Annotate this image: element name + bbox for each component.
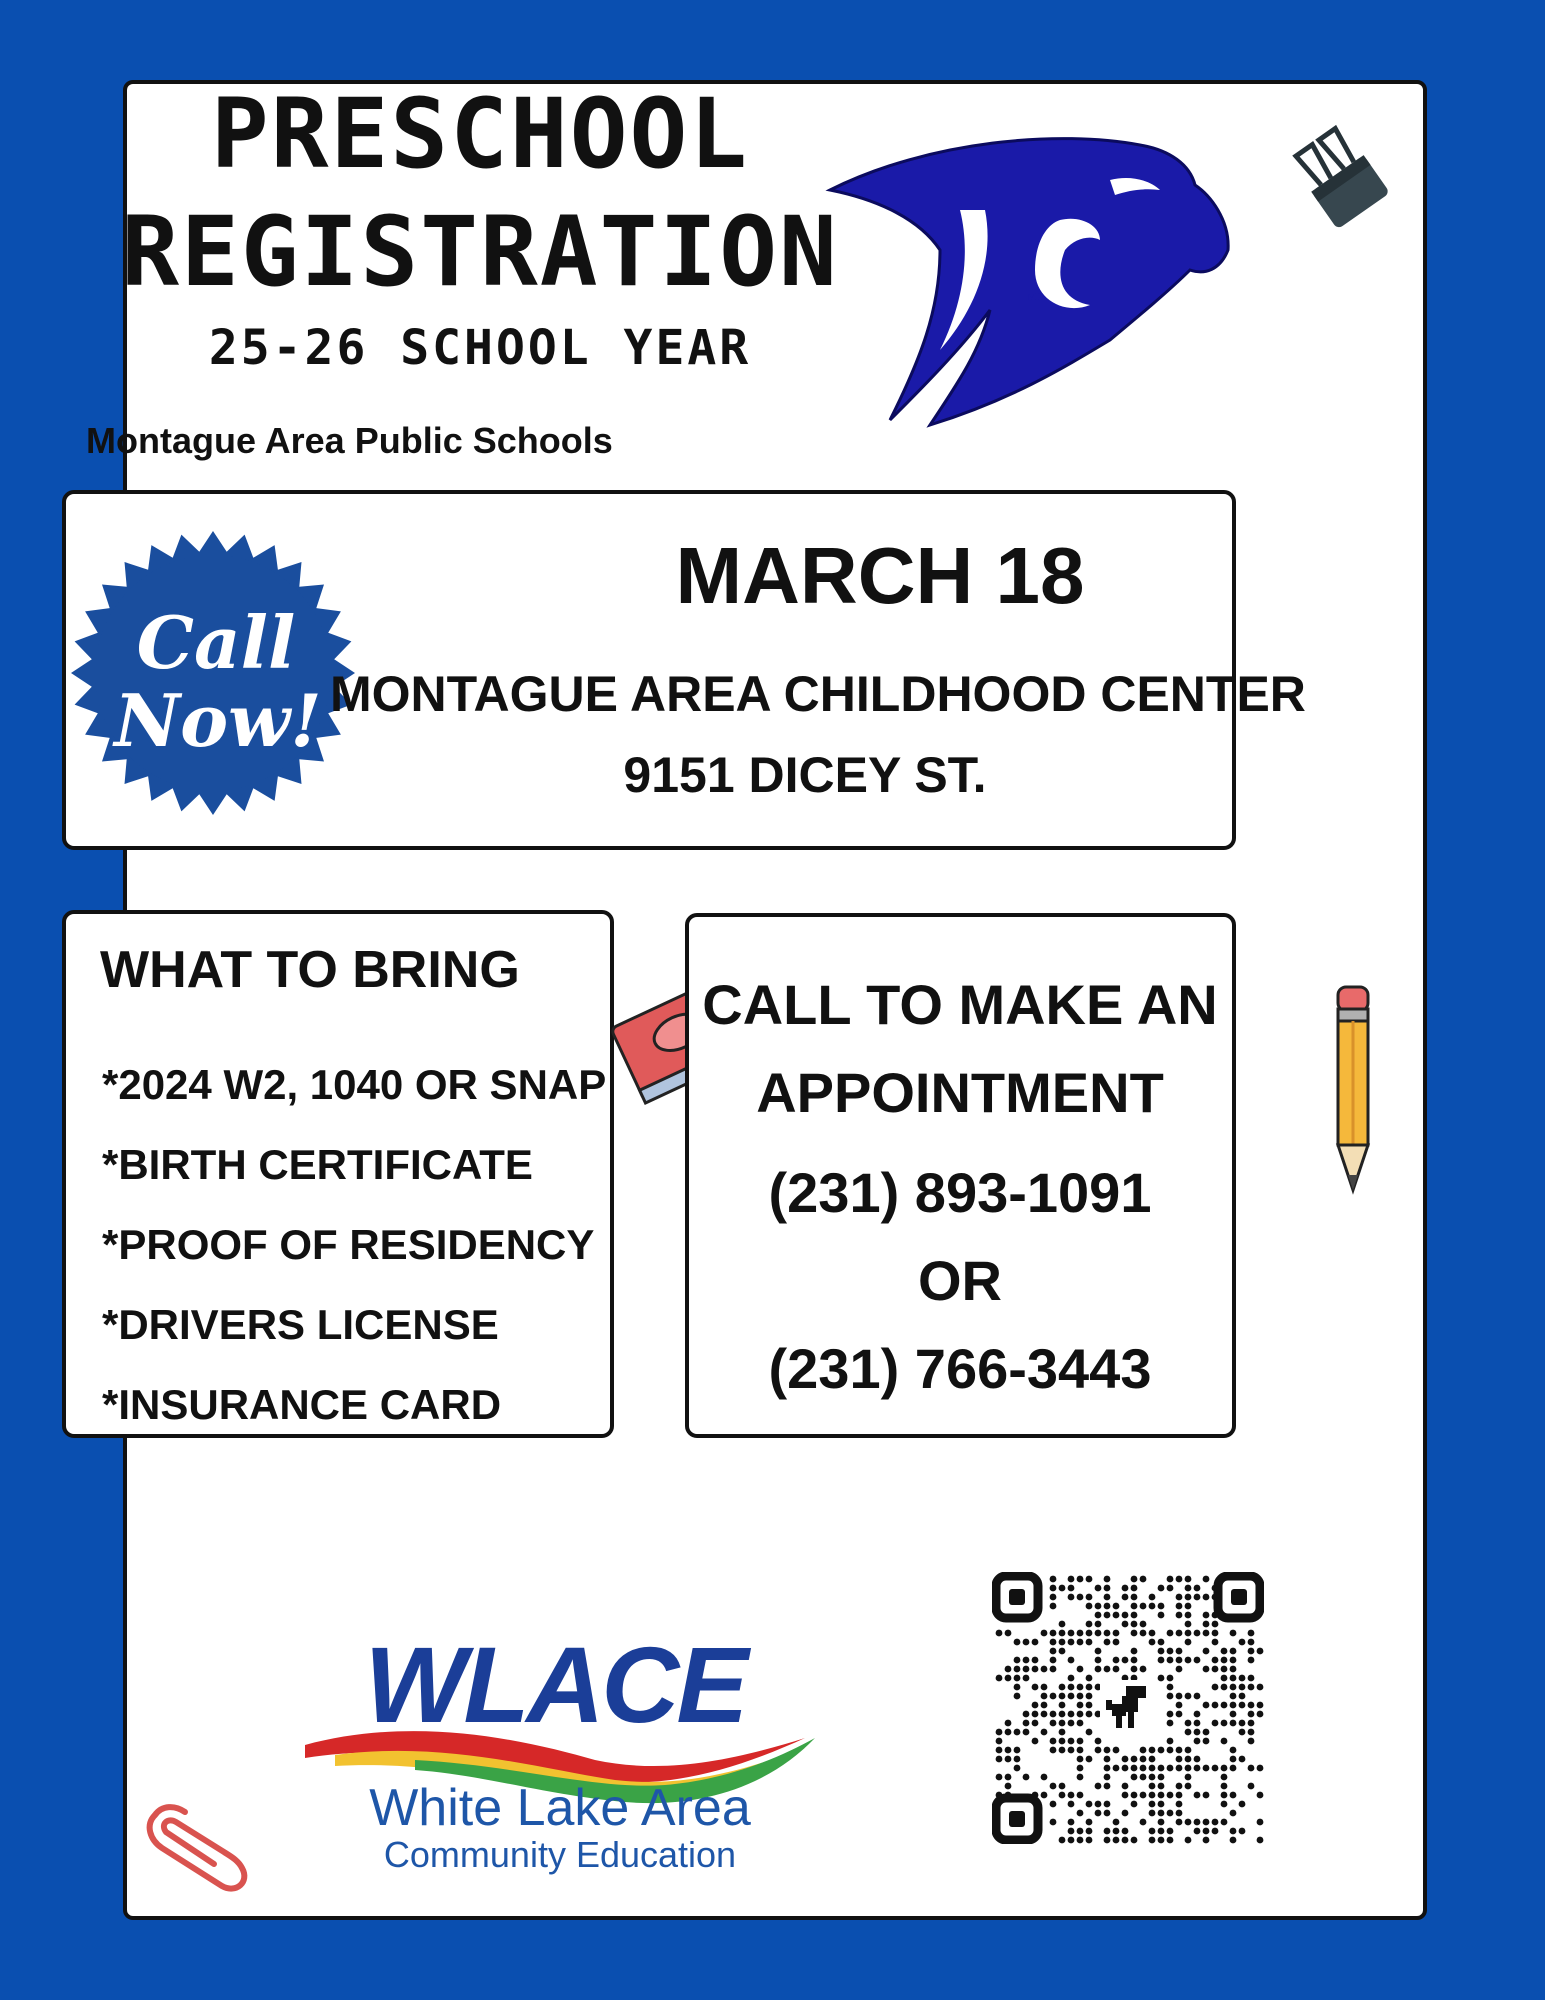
paperclip-icon	[140, 1790, 260, 1900]
binder-clip-icon	[1282, 120, 1402, 240]
call-now-badge	[68, 528, 358, 818]
event-address: 9151 DICEY ST.	[623, 747, 987, 803]
title-line-1: PRESCHOOL	[210, 78, 750, 190]
or-separator: OR	[918, 1249, 1002, 1312]
mc-wildcat-logo	[810, 100, 1260, 430]
wlace-logo-text: WLACE	[364, 1624, 746, 1745]
list-item: *INSURANCE CARD	[102, 1381, 502, 1428]
badge-line-1: Call	[136, 600, 296, 685]
pencil-icon	[1330, 985, 1376, 1195]
school-year: 25-26 SCHOOL YEAR	[208, 320, 752, 376]
qr-code[interactable]	[992, 1572, 1264, 1844]
phone-number-2[interactable]: (231) 766-3443	[768, 1337, 1152, 1400]
call-line-1: CALL TO MAKE AN	[702, 973, 1218, 1036]
list-item: *BIRTH CERTIFICATE	[102, 1141, 533, 1188]
event-date: MARCH 18	[675, 531, 1085, 620]
badge-line-2: Now!	[114, 678, 322, 763]
list-item: *DRIVERS LICENSE	[102, 1301, 499, 1348]
call-line-2: APPOINTMENT	[756, 1061, 1164, 1124]
event-location: MONTAGUE AREA CHILDHOOD CENTER	[330, 666, 1306, 722]
logo-monogram: MC	[1027, 292, 1043, 303]
what-to-bring-heading: WHAT TO BRING	[100, 941, 520, 999]
what-to-bring-list	[102, 1045, 606, 1445]
list-item: *2024 W2, 1040 OR SNAP	[102, 1061, 607, 1108]
list-item: *PROOF OF RESIDENCY	[102, 1221, 595, 1268]
phone-number-1[interactable]: (231) 893-1091	[768, 1161, 1152, 1224]
wlace-name-line-2: Community Education	[383, 1834, 737, 1875]
wlace-name-line-1: White Lake Area	[369, 1779, 751, 1837]
district-name: Montague Area Public Schools	[86, 420, 613, 461]
title-line-2: REGISTRATION	[121, 196, 839, 308]
